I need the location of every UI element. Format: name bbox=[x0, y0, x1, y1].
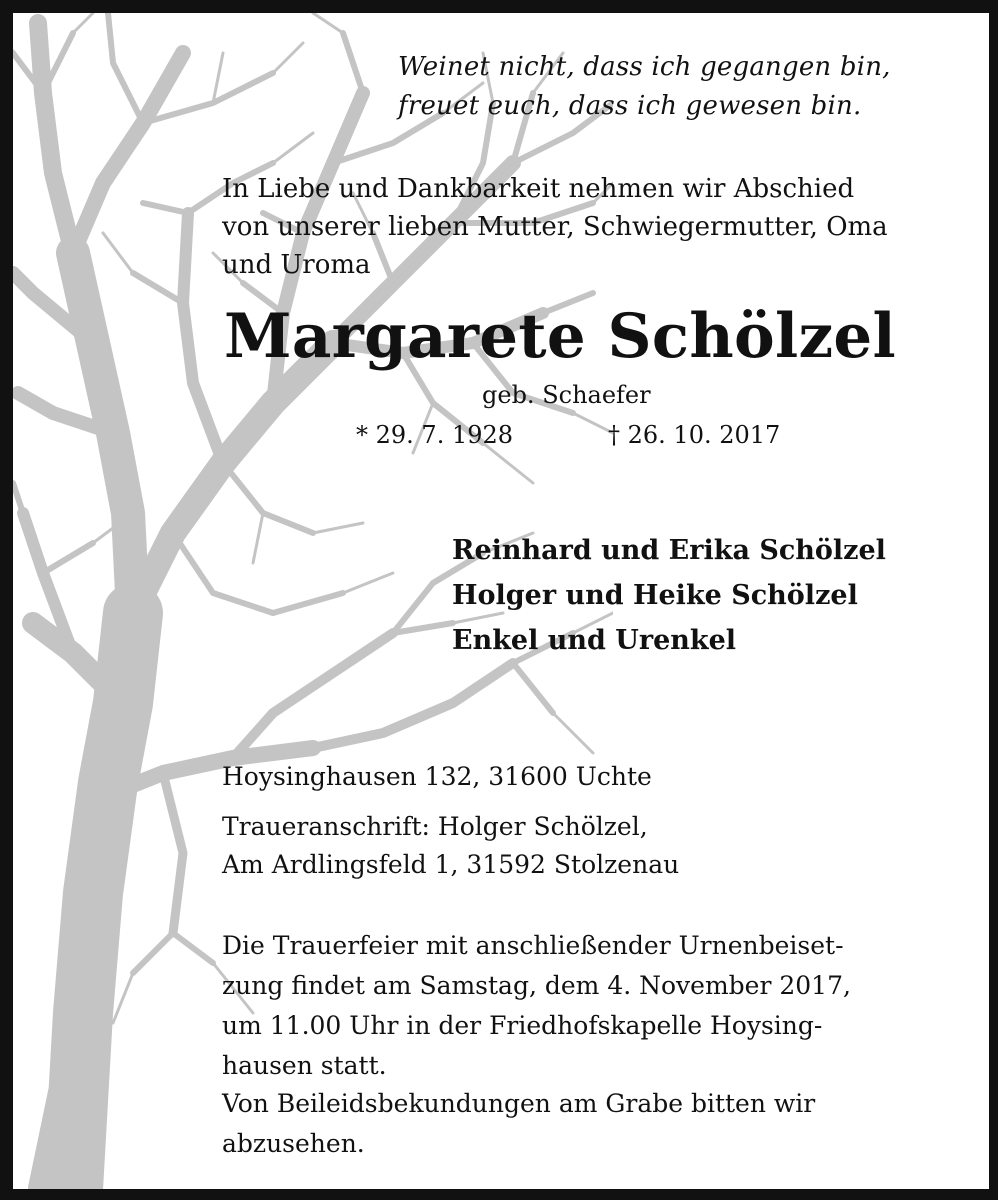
intro-line: und Uroma bbox=[222, 250, 371, 280]
ceremony-details bbox=[222, 926, 942, 1086]
motto-line: Weinet nicht, dass ich gegangen bin, bbox=[398, 52, 891, 82]
mourner-entry: Reinhard und Erika Schölzel bbox=[452, 535, 886, 566]
mailing-address bbox=[222, 808, 679, 884]
ceremony-line: Die Trauerfeier mit anschließender Urnenbeiset- bbox=[222, 931, 844, 960]
closing-request bbox=[222, 1084, 942, 1164]
intro-line: In Liebe und Dankbarkeit nehmen wir Abschied bbox=[222, 174, 855, 204]
intro-text bbox=[222, 170, 942, 284]
mourners-list bbox=[452, 528, 972, 663]
mourner-entry: Holger und Heike Schölzel bbox=[452, 580, 858, 611]
ceremony-line: um 11.00 Uhr in der Friedhofskapelle Hoysing- bbox=[222, 1011, 823, 1040]
motto-verse bbox=[398, 48, 958, 126]
intro-line: von unserer lieben Mutter, Schwiegermutter, Oma bbox=[222, 212, 888, 242]
ceremony-line: hausen statt. bbox=[222, 1051, 387, 1080]
mailing-line: Traueranschrift: Holger Schölzel, bbox=[222, 812, 648, 841]
closing-line: abzusehen. bbox=[222, 1129, 365, 1158]
mailing-line: Am Ardlingsfeld 1, 31592 Stolzenau bbox=[222, 850, 680, 879]
family-address: Hoysinghausen 132, 31600 Uchte bbox=[222, 762, 652, 791]
deceased-name: Margarete Schölzel bbox=[224, 301, 896, 372]
maiden-name: geb. Schaefer bbox=[482, 381, 651, 409]
motto-line: freuet euch, dass ich gewesen bin. bbox=[398, 91, 862, 121]
death-date: † 26. 10. 2017 bbox=[608, 421, 781, 449]
closing-line: Von Beileidsbekundungen am Grabe bitten wir bbox=[222, 1089, 816, 1118]
mourner-entry: Enkel und Urenkel bbox=[452, 625, 737, 656]
birth-date: * 29. 7. 1928 bbox=[356, 421, 514, 449]
ceremony-line: zung findet am Samstag, dem 4. November 2017, bbox=[222, 971, 851, 1000]
